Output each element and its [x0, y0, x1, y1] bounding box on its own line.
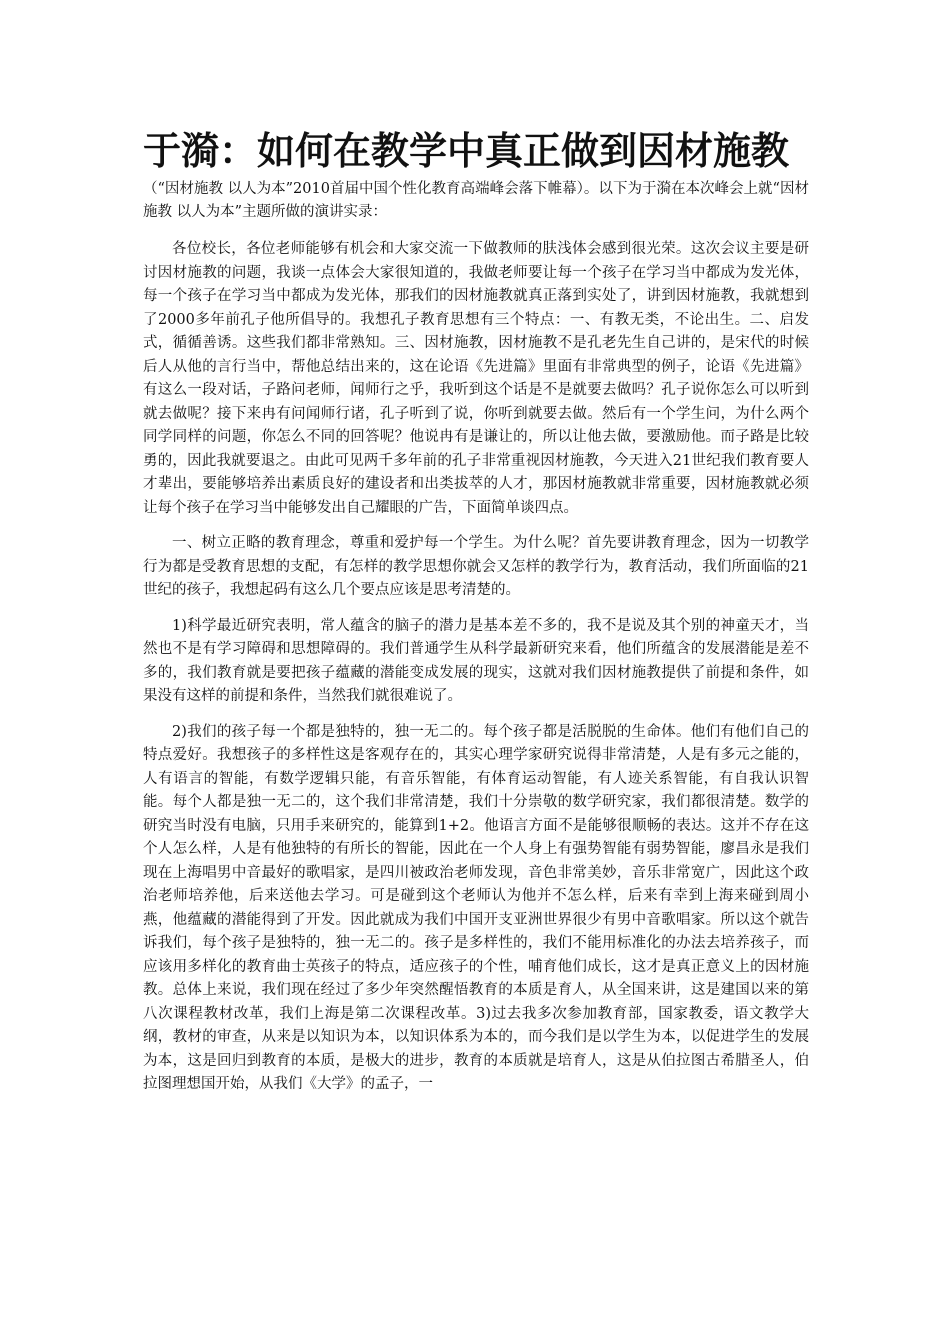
- document-subtitle: （“因材施教 以人为本”2010首届中国个性化教育高端峰会落下帷幕）。以下为于漪在本次峰会上就“因材施教 以人为本”主题所做的演讲实录：: [143, 181, 809, 220]
- paragraph-subpoint-1: 1)科学最近研究表明，常人蕴含的脑子的潜力是基本差不多的，我不是说及其个别的神童天才，当然也不是有学习障碍和思想障碍的。我们普通学生从科学最新研究来看，他们所蕴含的发展潜能是差不多的，我们教育就是要把孩子蕴藏的潜能变成发展的现实，这就对我们因材施教提供了前提和条件，如果没有这样的前提和条件，当然我们就很难说了。: [143, 617, 809, 704]
- document-title: 于漪：如何在教学中真正做到因材施教: [143, 129, 790, 173]
- document-page: [143, 124, 809, 1109]
- paragraph-intro: 各位校长，各位老师能够有机会和大家交流一下做教师的肤浅体会感到很光荣。这次会议主要是研讨因材施教的问题，我谈一点体会大家很知道的，我做老师要让每一个孩子在学习当中都成为发光体，每一个孩子在学习当中都成为发光体，那我们的因材施教就真正落到实处了，讲到因材施教，我就想到了2000多年前孔子他所倡导的。我想孔子教育思想有三个特点：一、有教无类，不论出生。二、启发式，循循善诱。这些我们都非常熟知。三、因材施教，因材施教不是孔老先生自己讲的，是宋代的时候后人从他的言行当中，帮他总结出来的，这在论语《先进篇》里面有非常典型的例子，论语《先进篇》有这么一段对话，子路问老师，闻师行之乎，我听到这个话是不是就要去做吗？孔子说你怎么可以听到就去做呢？接下来冉有问闻师行诸，孔子听到了说，你听到就要去做。然后有一个学生问，为什么两个同学同样的问题，你怎么不同的回答呢？他说冉有是谦让的，所以让他去做，要激励他。而子路是比较勇的，因此我就要退之。由此可见两千多年前的孔子非常重视因材施教，今天进入21世纪我们教育要人才辈出，要能够培养出素质良好的建设者和出类拔萃的人才，那因材施教就非常重要，因材施教就必须让每个孩子在学习当中能够发出自己耀眼的广告，下面简单谈四点。: [143, 241, 809, 516]
- paragraph-subpoint-2: 2)我们的孩子每一个都是独特的，独一无二的。每个孩子都是活脱脱的生命体。他们有他们自己的特点爱好。我想孩子的多样性这是客观存在的，其实心理学家研究说得非常清楚，人是有多元之能的，人有语言的智能，有数学逻辑只能，有音乐智能，有体育运动智能，有人迹关系智能，有自我认识智能。每个人都是独一无二的，这个我们非常清楚，我们十分崇敬的数学研究家，我们都很清楚。数学的研究当时没有电脑，只用手来研究的，能算到1+2。他语言方面不是能够很顺畅的表达。这并不存在这个人怎么样，人是有他独特的有所长的智能，因此在一个人身上有强势智能有弱势智能，廖昌永是我们现在上海唱男中音最好的歌唱家，是四川被政治老师发现，音色非常美妙，音乐非常宽广，因此这个政治老师培养他，后来送他去学习。可是碰到这个老师认为他并不怎么样，后来有幸到上海来碰到周小燕，他蕴藏的潜能得到了开发。因此就成为我们中国开支亚洲世界很少有男中音歌唱家。所以这个就告诉我们，每个孩子是独特的，独一无二的。孩子是多样性的，我们不能用标准化的办法去培养孩子，而应该用多样化的教育曲士英孩子的特点，适应孩子的个性，哺育他们成长，这才是真正意义上的因材施教。总体上来说，我们现在经过了多少年突然醒悟教育的本质是育人，从全国来讲，这是建国以来的第八次课程教材改革，我们上海是第二次课程改革。3)过去我多次参加教育部，国家教委，语文教学大纲，教材的审查，从来是以知识为本，以知识体系为本的，而今我们是以学生为本，以促进学生的发展为本，这是回归到教育的本质，是极大的进步，教育的本质就是培育人，这是从伯拉图古希腊圣人，伯拉图理想国开始，从我们《大学》的孟子，一: [143, 723, 809, 1092]
- paragraph-point-one: 一、树立正略的教育理念，尊重和爱护每一个学生。为什么呢？首先要讲教育理念，因为一切教学行为都是受教育思想的支配，有怎样的教学思想你就会又怎样的教学行为，教育活动，我们所面临的21世纪的孩子，我想起码有这么几个要点应该是思考清楚的。: [143, 535, 809, 598]
